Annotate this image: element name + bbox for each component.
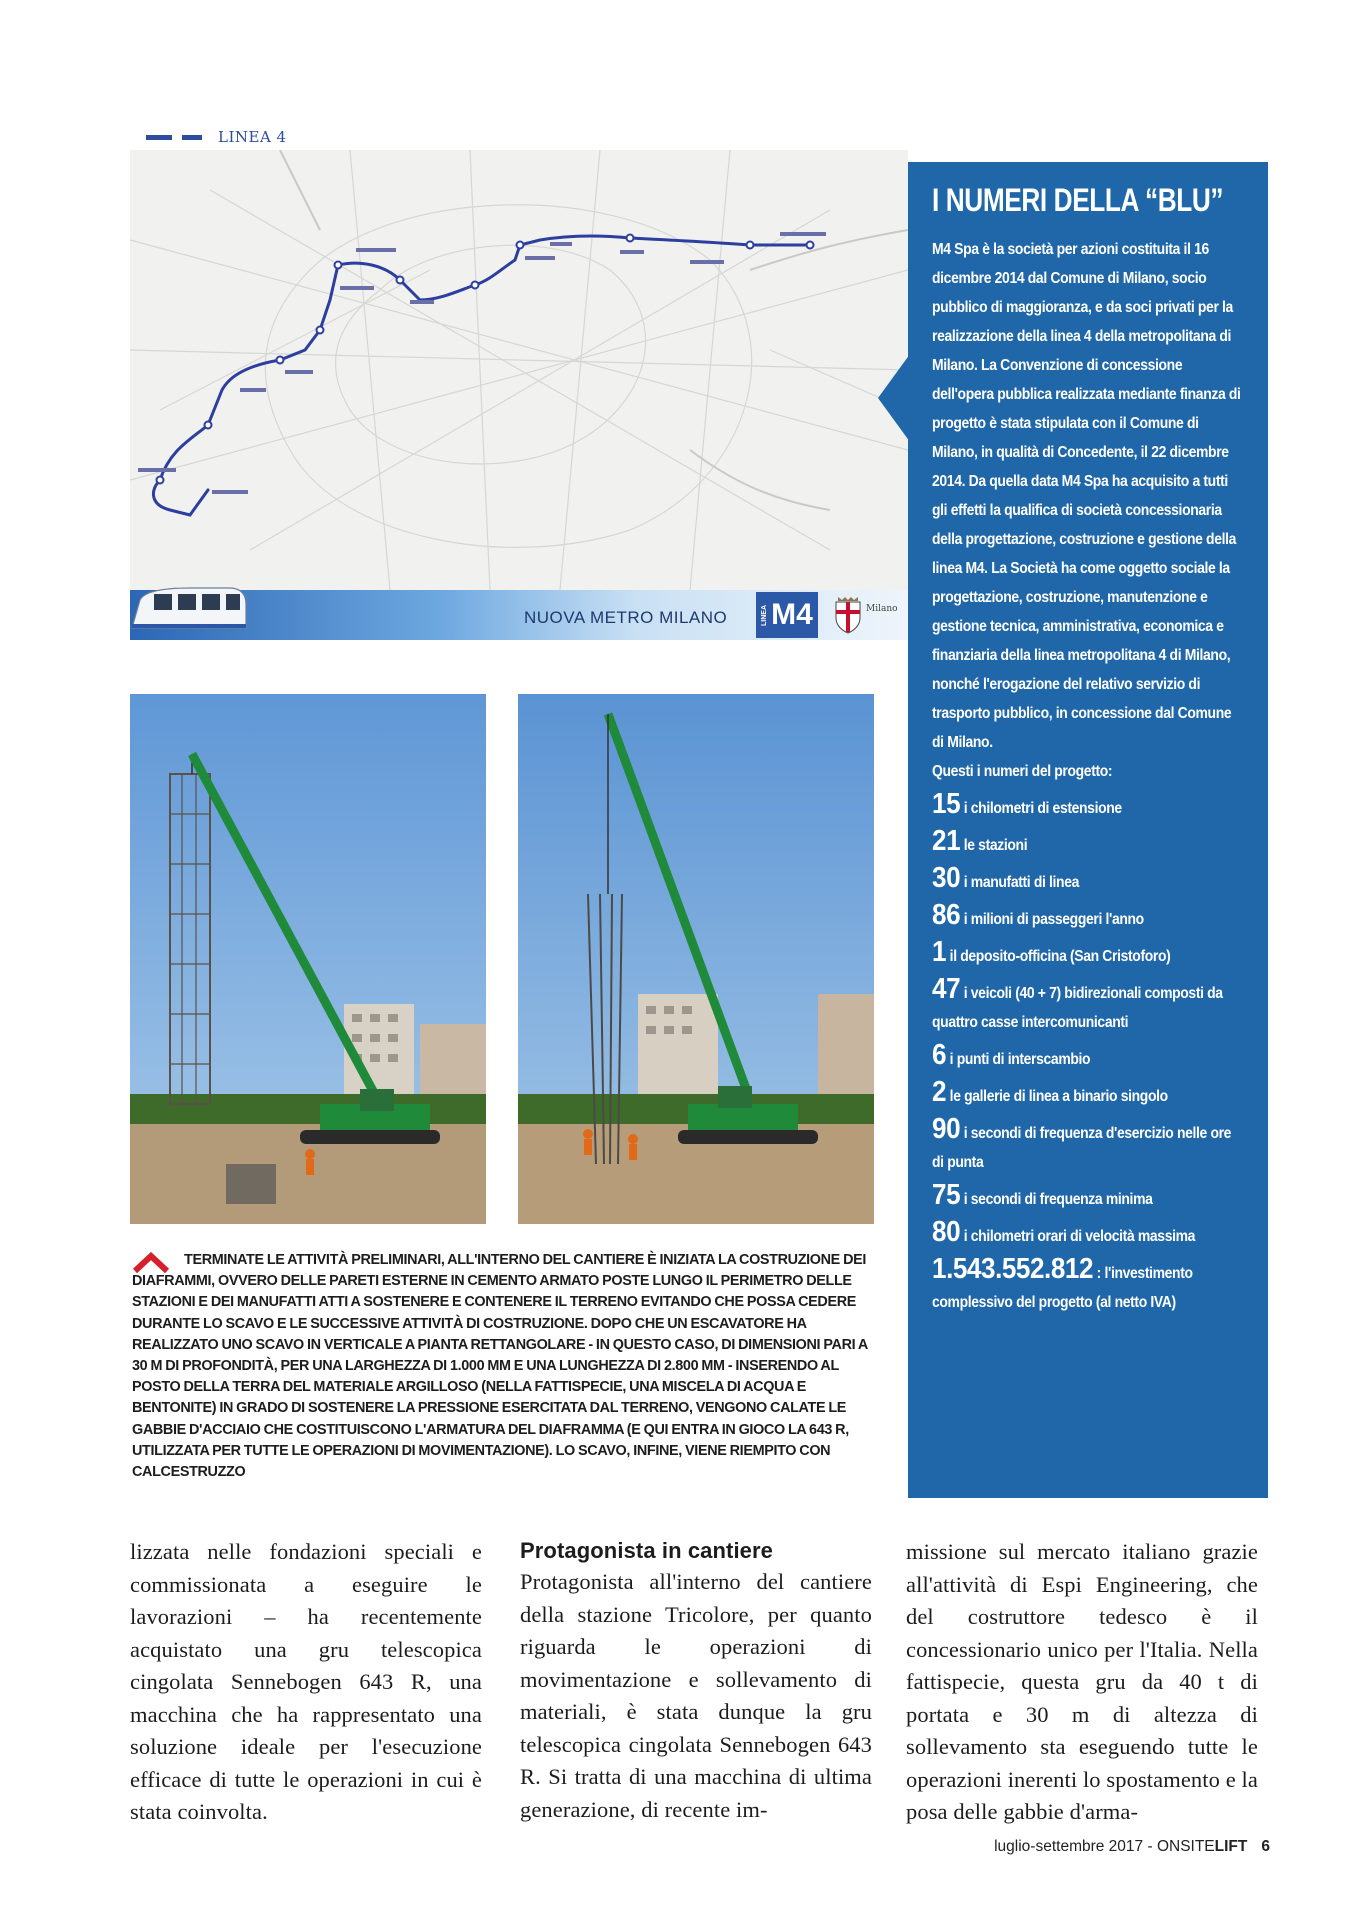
photo-caption: TERMINATE LE ATTIVITÀ PRELIMINARI, ALL'INTERNO DEL CANTIERE È INIZIATA LA COSTRUZIONE DEI DIAFRAMMI, OVVERO DELLE PARETI ESTERNE IN CEMENTO ARMATO POSTE LUNGO IL PERIMETRO DELLE STAZIONI E DEI MANUFATTI ATTI A SOSTENERE E CONTENERE IL TERRENO EVITANDO CHE POSSA CEDERE DURANTE LO SCAVO E LE SUCCESSIVE ATTIVITÀ DI COSTRUZIONE. DOPO CHE UN ESCAVATORE HA REALIZZATO UNO SCAVO IN VERTICALE A PIANTA RETTANGOLARE - IN QUESTO CASO, DI DIMENSIONI PARI A 30 M DI PROFONDITÀ, PER UNA LARGHEZZA DI 1.000 MM E UNA LUNGHEZZA DI 2.800 MM - INSERENDO AL POSTO DELLA TERRA DEL MATERIALE ARGILLOSO (NELLA FATTISPECIE, UNA MISCELA DI ACQUA E BENTONITE) IN GRADO DI SOSTENERE LA PRESSIONE ESERCITATA DAL TERRENO, VENGONO CALATE LE GABBIE D'ACCIAIO CHE COSTITUISCONO L'ARMATURA DEL DIAFRAMMA (E QUI ENTRA IN GIOCO LA 643 R, UTILIZZATA PER TUTTE LE OPERAZIONI DI MOVIMENTAZIONE). LO SCAVO, INFINE, VIENE RIEMPITO CON CALCESTRUZZO (132, 1252, 868, 1481)
banner-text: NUOVA METRO MILANO (524, 608, 728, 627)
stat-item: 1 il deposito-officina (San Cristoforo) (932, 936, 1171, 968)
stat-item: 6 i punti di interscambio (932, 1039, 1091, 1071)
info-sidebar (908, 162, 1268, 1498)
stat-item: 90 i secondi di frequenza d'esercizio nelle ore di punta (932, 1113, 1232, 1171)
footer-brand: LIFT (1214, 1838, 1248, 1855)
page-number: 6 (1261, 1838, 1270, 1855)
article-column-2-text: Protagonista all'interno del cantiere della stazione Tricolore, per quanto riguarda le operazioni di movimentazione e sollevamento di materiali, è stata dunque la gru telescopica cingolata Sennebogen 643 R. Si tratta di una macchina di ultima generazione, di recente im- (520, 1569, 872, 1822)
sidebar-body: M4 Spa è la società per azioni costituita il 16 dicembre 2014 dal Comune di Milano, socio pubblico di maggioranza, e da soci privati per la realizzazione della linea 4 della metropolitana di Milano. La Convenzione di concessione dell'opera pubblica realizzata mediante finanza di progetto è stata stipulata con il Comune di Milano, in qualità di Concedente, il 22 dicembre 2014. Da quella data M4 Spa ha acquisito a tutti gli effetti la qualifica di società concessionaria della progettazione, costruzione e gestione della linea M4. La Società ha come oggetto sociale la progettazione, costruzione, manutenzione e gestione tecnica, amministrativa, economica e finanziaria della linea metropolitana 4 di Milano, nonché l'erogazione del relativo servizio di trasporto pubblico, in concessione dal Comune di Milano. (932, 241, 1241, 751)
stat-item: 75 i secondi di frequenza minima (932, 1179, 1153, 1211)
article-column-2 (520, 1536, 872, 1826)
section-label: LINEA 4 (218, 128, 287, 146)
m4-badge (756, 592, 818, 638)
construction-photo-2 (518, 694, 874, 1224)
construction-photo-1 (130, 694, 486, 1224)
section-tag (146, 128, 287, 146)
stat-item: 86 i milioni di passeggeri l'anno (932, 899, 1144, 931)
m4-badge-small: LINEA (761, 604, 769, 626)
sidebar-title: I NUMERI DELLA “BLU” (932, 182, 1224, 218)
stat-item: 2 le gallerie di linea a binario singolo (932, 1076, 1168, 1108)
stat-item: 47 i veicoli (40 + 7) bidirezionali composti da quattro casse intercomunicanti (932, 973, 1223, 1031)
section-tag-bar (146, 135, 172, 140)
stat-item: 80 i chilometri orari di velocità massima (932, 1216, 1196, 1248)
train-illustration (130, 580, 250, 640)
article-column-3: missione sul mercato italiano grazie all'attività di Espi Engineering, che del costruttore tedesco è il concessionario unico per l'Italia. Nella fattispecie, questa gru da 40 t di portata e 30 m di altezza di sollevamento sta eseguendo tutte le operazioni inerenti lo spostamento e la posa delle gabbie d'arma- (906, 1539, 1258, 1824)
section-tag-bar (182, 135, 202, 140)
m4-badge-label: M4 (771, 598, 813, 631)
article-subhead: Protagonista in cantiere (520, 1538, 774, 1563)
sidebar-intro: Questi i numeri del progetto: (932, 763, 1113, 780)
stat-item: 21 le stazioni (932, 825, 1028, 857)
page-footer (994, 1838, 1270, 1856)
stat-item-investment: 1.543.552.812 : l'investimento complessivo del progetto (al netto IVA) (932, 1253, 1193, 1311)
milano-label: Milano (866, 604, 898, 614)
metro-map (130, 150, 908, 640)
stat-item: 30 i manufatti di linea (932, 862, 1080, 894)
stat-item: 15 i chilometri di estensione (932, 788, 1122, 820)
map-drawing (130, 150, 908, 590)
sidebar-notch (878, 354, 910, 442)
milano-crest-icon (833, 596, 863, 634)
footer-issue: luglio-settembre 2017 - ONSITE (994, 1838, 1215, 1855)
article-column-1: lizzata nelle fondazioni speciali e commissionata a eseguire le lavorazioni – ha recentemente acquistato una gru telescopica cingolata Sennebogen 643 R, una macchina che ha rappresentato una soluzione ideale per l'esecuzione efficace di tutte le operazioni in cui è stata coinvolta. (130, 1539, 482, 1824)
